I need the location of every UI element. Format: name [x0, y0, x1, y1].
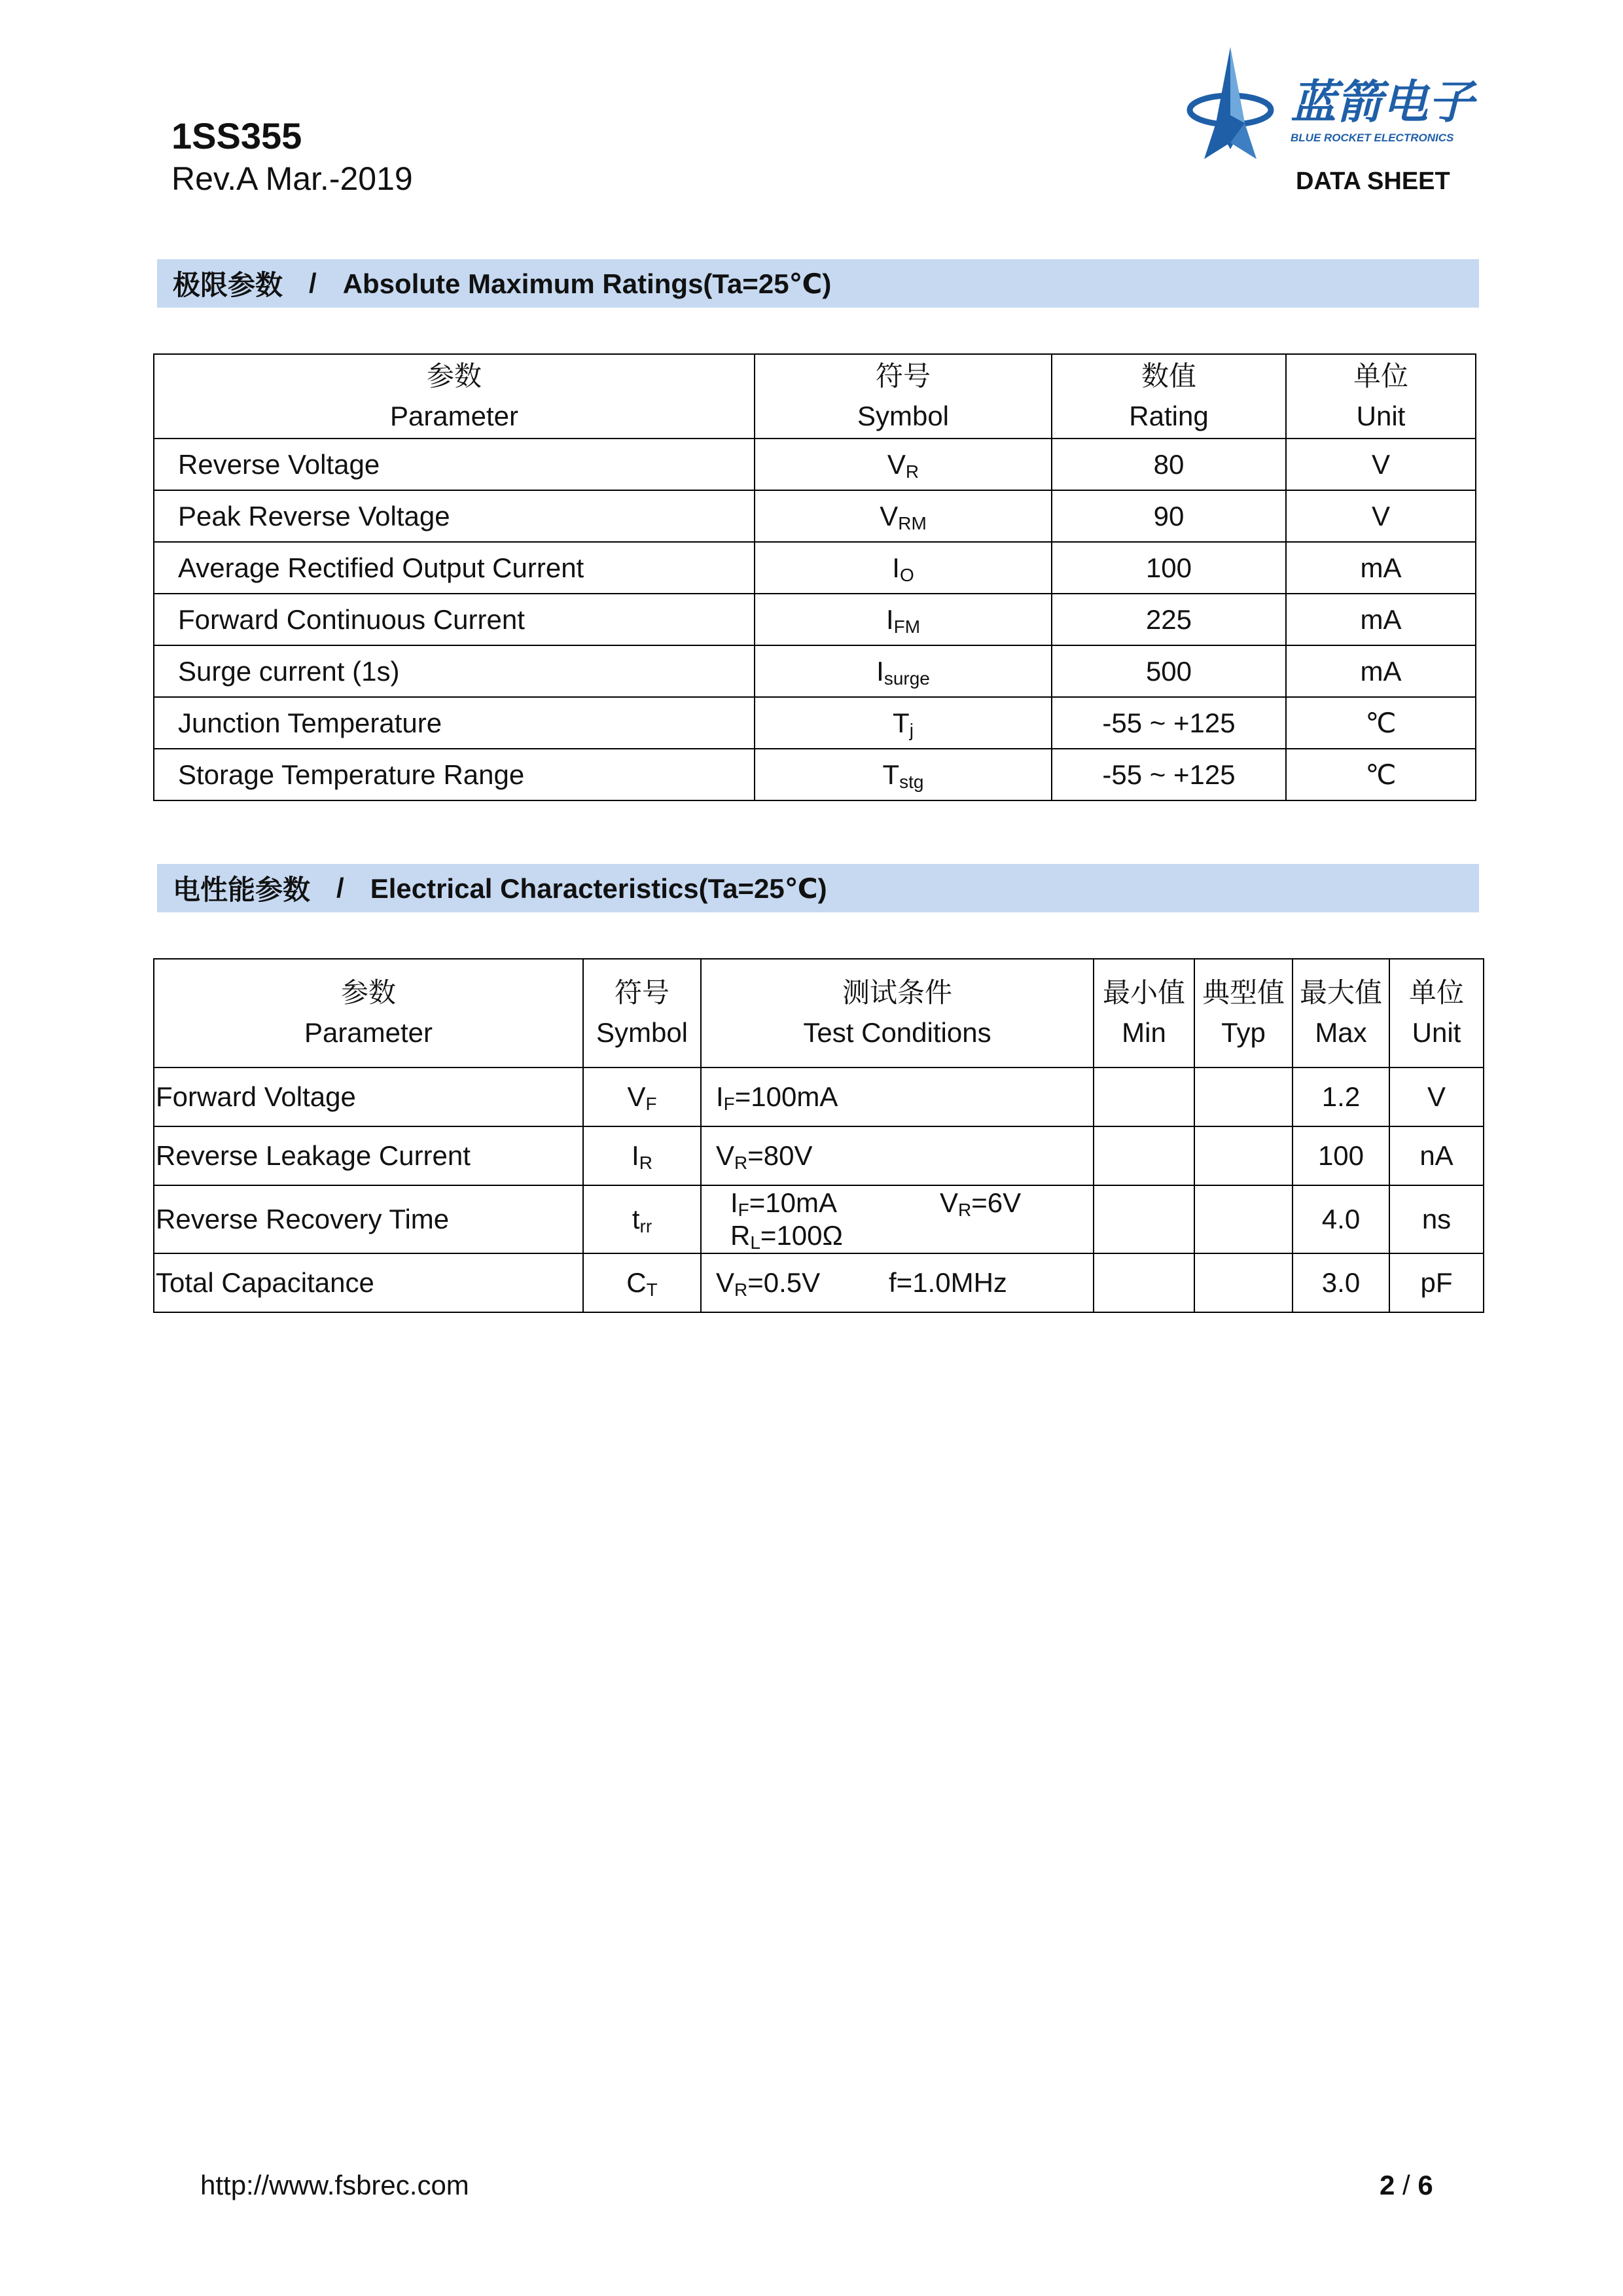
cell-test-condition: $V_R=80V$ — [701, 1126, 1094, 1185]
cell-symbol: $I_{surge}$ — [755, 645, 1052, 697]
col-header-typ: 典型值 Typ — [1194, 959, 1293, 1067]
cell-rating: 80 — [1052, 439, 1286, 490]
cell-min — [1094, 1253, 1194, 1312]
section-title-cn: 电性能参数 — [173, 874, 311, 905]
col-header-min: 最小值 Min — [1094, 959, 1194, 1067]
cell-rating: 90 — [1052, 490, 1286, 542]
cell-parameter: Average Rectified Output Current — [154, 542, 755, 594]
cell-unit: ℃ — [1286, 697, 1476, 749]
cell-symbol: $I_{FM}$ — [755, 594, 1052, 645]
table-header-row — [154, 354, 1476, 439]
cell-unit: V — [1286, 439, 1476, 490]
logo-text-cn: 蓝箭电子 — [1291, 75, 1474, 129]
cell-unit: ℃ — [1286, 749, 1476, 800]
cell-parameter: Storage Temperature Range — [154, 749, 755, 800]
table-row — [154, 1253, 1484, 1312]
col-header-max: 最大值 Max — [1293, 959, 1389, 1067]
col-header-unit: 单位 Unit — [1286, 354, 1476, 439]
section-title-sep: / — [336, 872, 344, 903]
part-number: 1SS355 — [171, 115, 302, 156]
cell-typ — [1194, 1253, 1293, 1312]
cell-rating: -55 ~ +125 — [1052, 697, 1286, 749]
cell-symbol: $T_{stg}$ — [755, 749, 1052, 800]
cell-rating: -55 ~ +125 — [1052, 749, 1286, 800]
table-row — [154, 1185, 1484, 1253]
table-row — [154, 645, 1476, 697]
cell-max: 100 — [1293, 1126, 1389, 1185]
table-row — [154, 749, 1476, 800]
table-row — [154, 697, 1476, 749]
table-header-row — [154, 959, 1484, 1067]
absolute-max-ratings-table — [153, 353, 1476, 801]
cell-unit: nA — [1389, 1126, 1484, 1185]
cell-rating: 225 — [1052, 594, 1286, 645]
cell-unit: mA — [1286, 542, 1476, 594]
cell-unit: mA — [1286, 594, 1476, 645]
electrical-characteristics-table — [153, 958, 1484, 1313]
table-row — [154, 490, 1476, 542]
table-row — [154, 439, 1476, 490]
cell-max: 1.2 — [1293, 1067, 1389, 1126]
table-row — [154, 1067, 1484, 1126]
footer-url[interactable]: http://www.fsbrec.com — [200, 2170, 469, 2200]
cell-unit: ns — [1389, 1185, 1484, 1253]
col-header-parameter: 参数 Parameter — [154, 354, 755, 439]
cell-parameter: Reverse Leakage Current — [154, 1126, 583, 1185]
cell-symbol: $T_j$ — [755, 697, 1052, 749]
rocket-icon — [1190, 47, 1271, 159]
logo-text-en: BLUE ROCKET ELECTRONICS — [1291, 132, 1454, 144]
revision: Rev.A Mar.-2019 — [171, 160, 413, 197]
cell-rating: 100 — [1052, 542, 1286, 594]
cell-symbol: $I_R$ — [583, 1126, 701, 1185]
section-title-en: Absolute Maximum Ratings(Ta=25℃) — [342, 268, 832, 299]
cell-min — [1094, 1185, 1194, 1253]
section-title-sep: / — [309, 268, 317, 298]
section-title-en: Electrical Characteristics(Ta=25℃) — [370, 872, 827, 904]
cell-symbol: $V_F$ — [583, 1067, 701, 1126]
company-logo — [1185, 45, 1479, 169]
cell-min — [1094, 1126, 1194, 1185]
section-title-cn: 极限参数 — [173, 270, 283, 300]
cell-unit: V — [1286, 490, 1476, 542]
cell-min — [1094, 1067, 1194, 1126]
cell-parameter: Peak Reverse Voltage — [154, 490, 755, 542]
doc-type: DATA SHEET — [1296, 168, 1450, 195]
table-row — [154, 1126, 1484, 1185]
col-header-unit: 单位 Unit — [1389, 959, 1484, 1067]
col-header-symbol: 符号 Symbol — [583, 959, 701, 1067]
cell-parameter: Reverse Voltage — [154, 439, 755, 490]
cell-parameter: Surge current (1s) — [154, 645, 755, 697]
col-header-symbol: 符号 Symbol — [755, 354, 1052, 439]
cell-unit: V — [1389, 1067, 1484, 1126]
col-header-parameter: 参数 Parameter — [154, 959, 583, 1067]
page-number: 2 / 6 — [1380, 2170, 1433, 2200]
col-header-test-conditions: 测试条件 Test Conditions — [701, 959, 1094, 1067]
cell-parameter: Total Capacitance — [154, 1253, 583, 1312]
cell-test-condition: $I_F=10mA$ $V_R=6V$ $R_L=100\Omega$ — [701, 1185, 1094, 1253]
section-title-absolute-max — [157, 259, 1479, 308]
cell-parameter: Forward Continuous Current — [154, 594, 755, 645]
cell-test-condition: $V_R=0.5V$ f=1.0MHz — [701, 1253, 1094, 1312]
cell-parameter: Forward Voltage — [154, 1067, 583, 1126]
cell-symbol: $V_{RM}$ — [755, 490, 1052, 542]
cell-typ — [1194, 1185, 1293, 1253]
cell-typ — [1194, 1126, 1293, 1185]
cell-symbol: $I_O$ — [755, 542, 1052, 594]
cell-symbol: $t_{rr}$ — [583, 1185, 701, 1253]
cell-parameter: Reverse Recovery Time — [154, 1185, 583, 1253]
cell-parameter: Junction Temperature — [154, 697, 755, 749]
cell-rating: 500 — [1052, 645, 1286, 697]
cell-test-condition: $I_F=100mA$ — [701, 1067, 1094, 1126]
col-header-rating: 数值 Rating — [1052, 354, 1286, 439]
cell-typ — [1194, 1067, 1293, 1126]
section-title-electrical — [157, 864, 1479, 912]
table-row — [154, 542, 1476, 594]
cell-unit: pF — [1389, 1253, 1484, 1312]
table-row — [154, 594, 1476, 645]
cell-symbol: $V_R$ — [755, 439, 1052, 490]
cell-max: 3.0 — [1293, 1253, 1389, 1312]
cell-unit: mA — [1286, 645, 1476, 697]
cell-max: 4.0 — [1293, 1185, 1389, 1253]
cell-symbol: $C_T$ — [583, 1253, 701, 1312]
